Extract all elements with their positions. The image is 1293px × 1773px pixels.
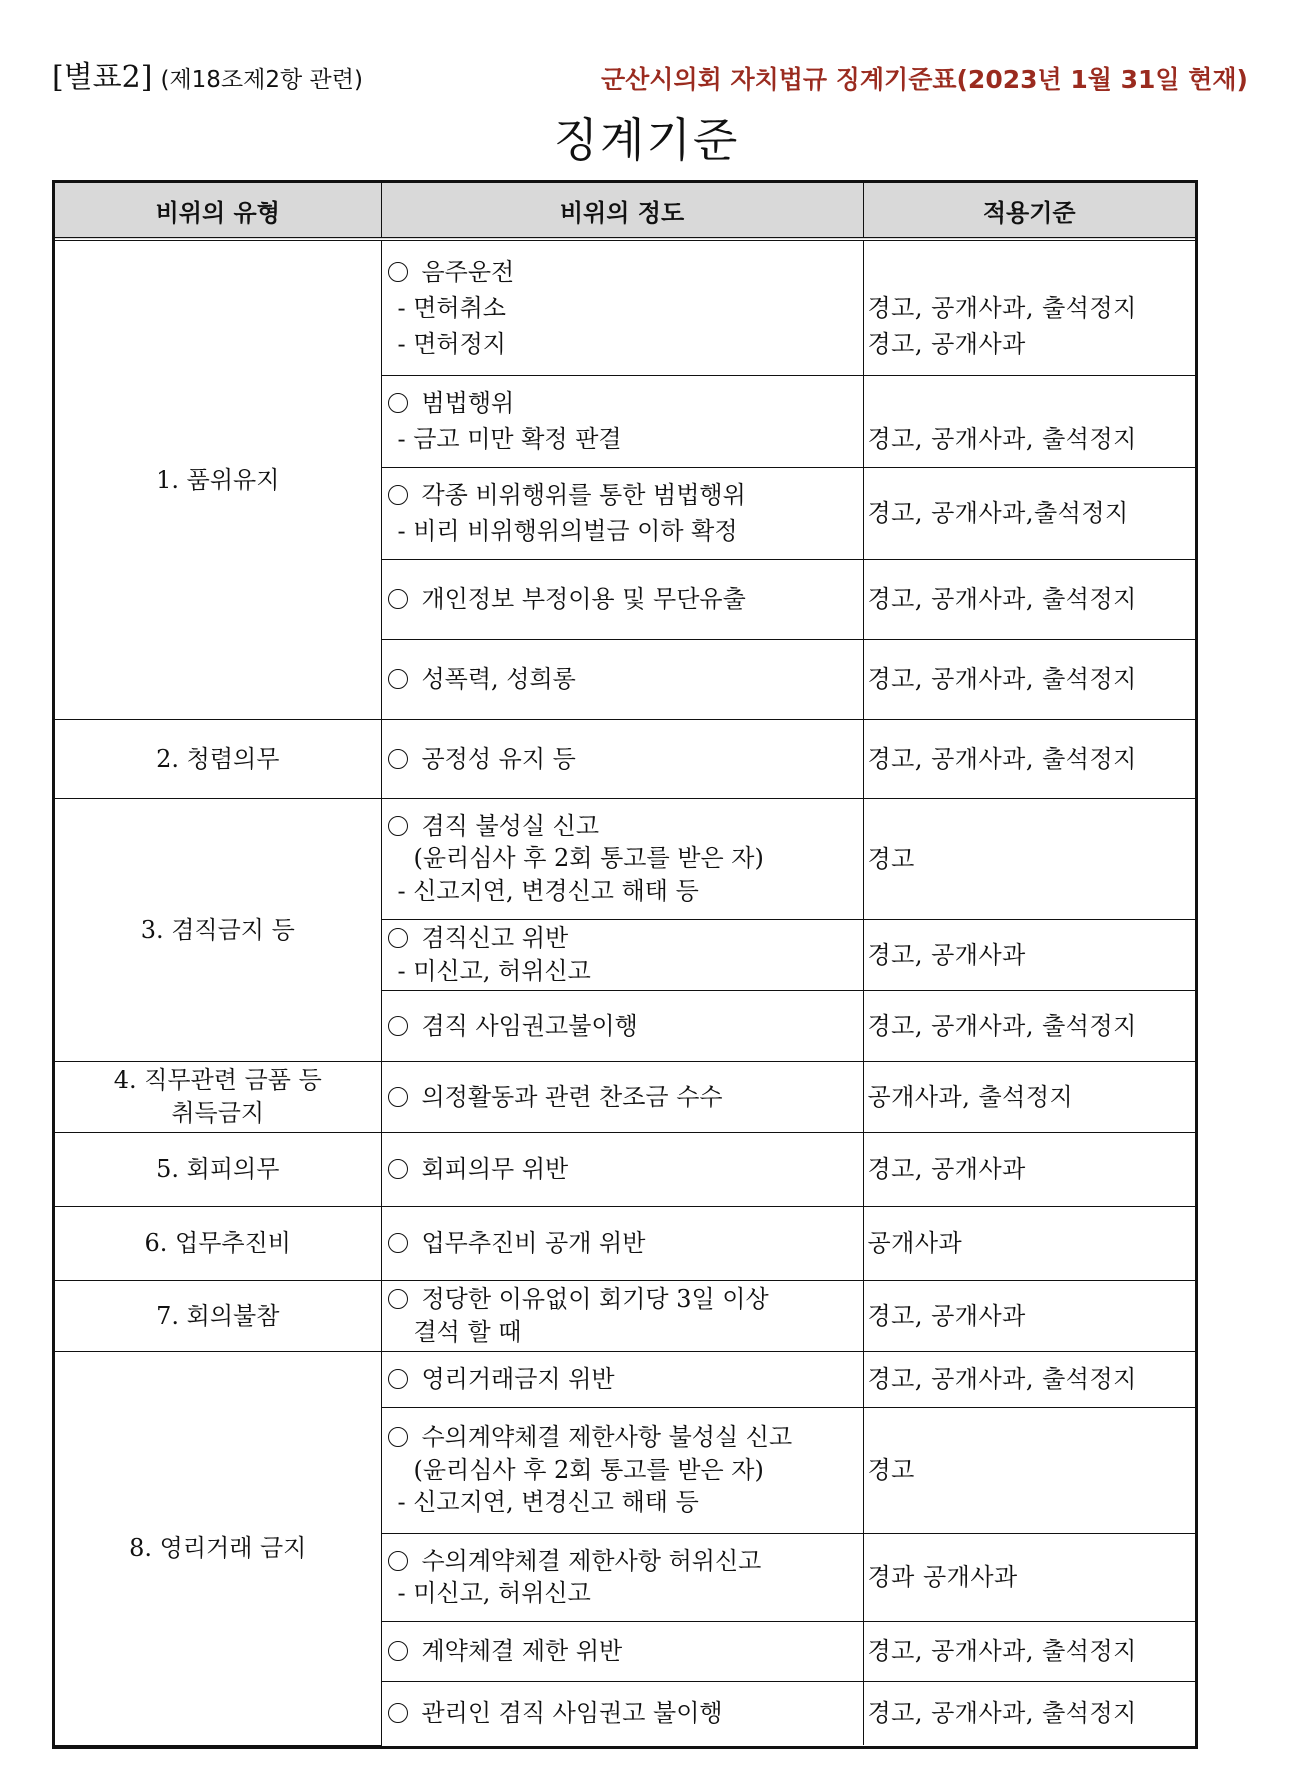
degree-cell: 회피의무 위반 — [381, 1132, 863, 1206]
category-cell: 6. 업무추진비 — [55, 1206, 381, 1280]
category-cell: 7. 회의불참 — [55, 1280, 381, 1351]
category-cell: 3. 겸직금지 등 — [55, 798, 381, 1061]
category-cell: 1. 품위유지 — [55, 239, 381, 719]
degree-cell: 음주운전 - 면허취소 - 면허정지 — [381, 239, 863, 375]
degree-cell: 계약체결 제한 위반 — [381, 1621, 863, 1681]
degree-cell: 의정활동과 관련 찬조금 수수 — [381, 1061, 863, 1132]
column-header-apply: 적용기준 — [863, 183, 1195, 239]
apply-cell: 경고, 공개사과 — [863, 919, 1195, 990]
circle-bullet-icon — [388, 816, 408, 836]
degree-cell: 영리거래금지 위반 — [381, 1351, 863, 1407]
apply-cell: 경고, 공개사과, 출석정지 — [867, 1699, 1137, 1728]
circle-bullet-icon — [388, 1159, 408, 1179]
degree-cell: 업무추진비 공개 위반 — [381, 1206, 863, 1280]
apply-cell: 경고, 공개사과, 출석정지 — [863, 375, 1195, 467]
apply-cell: 경고 — [863, 1407, 1195, 1533]
degree-cell: 공정성 유지 등 — [381, 719, 863, 798]
degree-cell: 관리인 겸직 사임권고 불이행 — [381, 1681, 863, 1745]
circle-bullet-icon — [388, 1289, 408, 1309]
apply-cell: 경고, 공개사과, 출석정지 경고, 공개사과 — [863, 239, 1195, 375]
apply-cell: 공개사과 — [863, 1206, 1195, 1280]
apply-cell: 경고, 공개사과, 출석정지 — [863, 1351, 1195, 1407]
apply-cell: 경고, 공개사과, 출석정지 — [863, 1621, 1195, 1681]
degree-cell: 겸직 불성실 신고 (윤리심사 후 2회 통고를 받은 자) - 신고지연, 변경신고 해태 등 — [381, 798, 863, 919]
degree-cell: 수의계약체결 제한사항 불성실 신고 (윤리심사 후 2회 통고를 받은 자) - 신고지연, 변경신고 해태 등 — [381, 1407, 863, 1533]
circle-bullet-icon — [388, 1427, 408, 1447]
column-header-degree: 비위의 정도 — [381, 183, 863, 239]
category-cell: 5. 회피의무 — [55, 1132, 381, 1206]
apply-cell: 경고, 공개사과 — [863, 1132, 1195, 1206]
circle-bullet-icon — [388, 1369, 408, 1389]
category-cell: 2. 청렴의무 — [55, 719, 381, 798]
apply-cell: 경고, 공개사과, 출석정지 — [863, 639, 1195, 719]
table-row — [55, 1280, 1195, 1351]
circle-bullet-icon — [388, 1233, 408, 1253]
apply-cell: 경과 공개사과 — [863, 1533, 1195, 1621]
circle-bullet-icon — [388, 589, 408, 609]
circle-bullet-icon — [388, 1016, 408, 1036]
degree-cell: 정당한 이유없이 회기당 3일 이상 결석 할 때 — [381, 1280, 863, 1351]
reference-label: (제18조제2항 관련) — [160, 67, 363, 93]
circle-bullet-icon — [388, 669, 408, 689]
column-header-type: 비위의 유형 — [55, 183, 381, 239]
circle-bullet-icon — [388, 485, 408, 505]
page-title: 징계기준 — [553, 113, 740, 167]
circle-bullet-icon — [388, 1703, 408, 1723]
degree-cell: 겸직 사임권고불이행 — [381, 990, 863, 1061]
circle-bullet-icon — [388, 1551, 408, 1571]
document-title: 군산시의회 자치법규 징계기준표(2023년 1월 31일 현재) — [601, 65, 1248, 94]
degree-cell: 수의계약체결 제한사항 허위신고 - 미신고, 허위신고 — [381, 1533, 863, 1621]
circle-bullet-icon — [388, 1087, 408, 1107]
apply-cell: 경고 — [863, 798, 1195, 919]
table-header-row — [55, 183, 1195, 239]
apply-cell: 경고, 공개사과, 출석정지 — [863, 559, 1195, 639]
table-row — [55, 1206, 1195, 1280]
circle-bullet-icon — [388, 928, 408, 948]
degree-cell: 성폭력, 성희롱 — [381, 639, 863, 719]
degree-cell: 겸직신고 위반 - 미신고, 허위신고 — [381, 919, 863, 990]
apply-cell: 경고, 공개사과, 출석정지 — [863, 719, 1195, 798]
circle-bullet-icon — [388, 262, 408, 282]
degree-cell: 범법행위 - 금고 미만 확정 판결 — [381, 375, 863, 467]
apply-cell: 경고, 공개사과, 출석정지 — [863, 990, 1195, 1061]
circle-bullet-icon — [388, 393, 408, 413]
discipline-table — [52, 180, 1198, 1749]
table-row — [55, 1351, 1195, 1407]
circle-bullet-icon — [388, 749, 408, 769]
table-number-label: [별표2] — [52, 60, 153, 95]
apply-cell: 공개사과, 출석정지 — [863, 1061, 1195, 1132]
apply-cell: 경고, 공개사과 — [863, 1280, 1195, 1351]
table-number — [52, 52, 363, 96]
table-row — [55, 239, 1195, 375]
category-cell: 4. 직무관련 금품 등 취득금지 — [55, 1061, 381, 1132]
table-row — [55, 1132, 1195, 1206]
degree-cell: 각종 비위행위를 통한 범법행위 - 비리 비위행위의벌금 이하 확정 — [381, 467, 863, 559]
circle-bullet-icon — [388, 1641, 408, 1661]
category-cell: 8. 영리거래 금지 — [55, 1351, 381, 1745]
degree-cell: 개인정보 부정이용 및 무단유출 — [381, 559, 863, 639]
apply-cell: 경고, 공개사과,출석정지 — [863, 467, 1195, 559]
table-row — [55, 798, 1195, 919]
table-row — [55, 1061, 1195, 1132]
table-row — [55, 719, 1195, 798]
